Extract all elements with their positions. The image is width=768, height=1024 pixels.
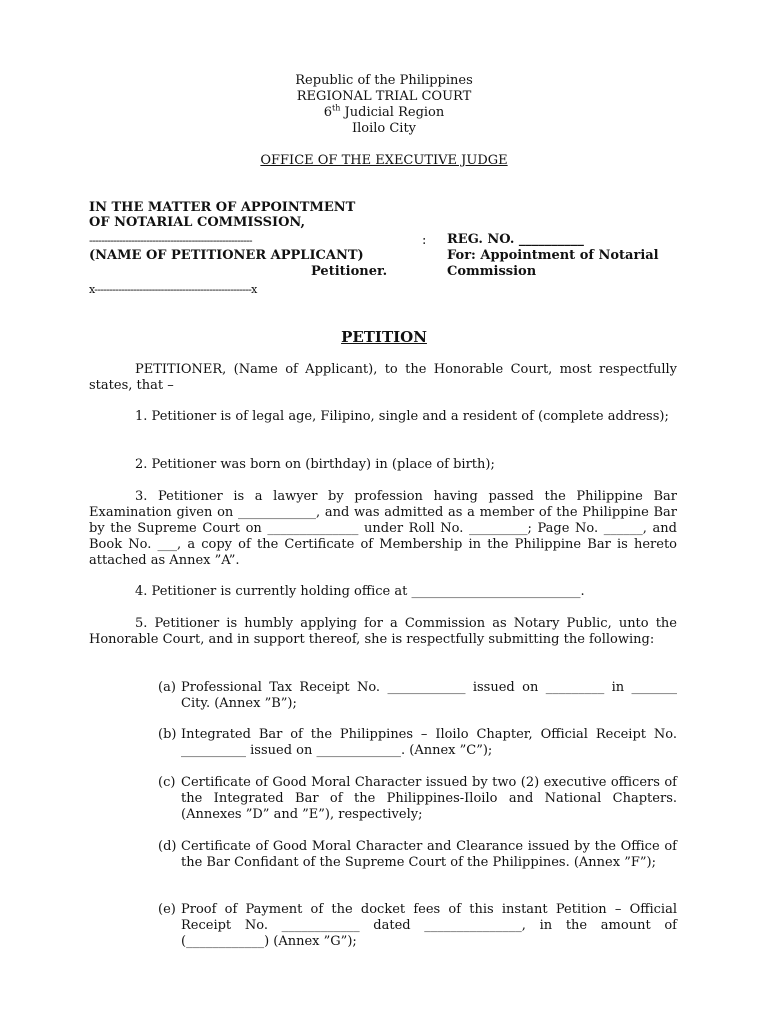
header-city: Iloilo City [351,121,417,136]
list-item-label: (c) [158,775,176,790]
header-court: REGIONAL TRIAL COURT [296,89,472,104]
list-item-text: Proof of Payment of the docket fees of this instant Petition – Official Receipt No. ____________ dated _______________, in the amount of (____________) (Annex ”G”); [181,902,677,949]
paragraph-intro: PETITIONER, (Name of Applicant), to the Honorable Court, most respectfully states, that – [89,362,677,393]
list-item-text: Professional Tax Receipt No. ____________ issued on _________ in _______ City. (Annex ”B”); [181,680,677,711]
caption-dashes: ------------------------------------------------------ [89,234,252,247]
list-item-c [158,775,677,823]
list-item-text: Certificate of Good Moral Character issued by two (2) executive officers of the Integrated Bar of the Philippines-Iloilo and National Chapters. (Annexes ”D” and ”E”), respectively; [181,775,677,822]
caption-reg-no: REG. NO. __________ [447,232,584,247]
caption-matter-line1: IN THE MATTER OF APPOINTMENT [89,200,356,215]
list-item-e [158,902,677,950]
paragraph-2: 2. Petitioner was born on (birthday) in (place of birth); [135,457,495,472]
paragraph-3: 3. Petitioner is a lawyer by profession having passed the Philippine Bar Examination given on ____________, and was admitted as a member of the Philippine Bar by the Supreme Court on ______________ under Roll No. _________; Page No. ______, and Book No. ___, a copy of the Certificate of Membership in the Philippine Bar is hereto attached as Annex ”A”. [89,489,677,568]
list-item-label: (e) [158,902,176,917]
list-item-label: (b) [158,727,177,742]
caption-matter-line2: OF NOTARIAL COMMISSION, [89,215,305,230]
caption-for-line1: For: Appointment of Notarial [447,248,659,263]
paragraph-5: 5. Petitioner is humbly applying for a Commission as Notary Public, unto the Honorable Court, and in support thereof, she is respectfully submitting the following: [89,616,677,647]
list-item-text: Integrated Bar of the Philippines – Iloilo Chapter, Official Receipt No. __________ issued on _____________. (Annex ”C”); [181,727,677,758]
caption-colon: : [422,233,427,248]
list-item-a [158,680,677,712]
list-item-d [158,839,677,871]
list-item-label: (a) [158,680,176,695]
caption-petitioner-label: Petitioner. [311,264,388,279]
region-number: 6 [323,105,333,120]
region-ordinal: th [332,103,341,113]
list-item-text: Certificate of Good Moral Character and Clearance issued by the Office of the Bar Confidant of the Supreme Court of the Philippines. (Annex ”F”); [181,839,677,870]
list-item-b [158,727,677,759]
document-title: PETITION [341,328,427,346]
region-text: Judicial Region [340,105,445,120]
header-region [0,105,768,121]
caption-for-line2: Commission [447,264,537,279]
header-office: OFFICE OF THE EXECUTIVE JUDGE [260,153,508,168]
list-item-label: (d) [158,839,177,854]
caption-x-line: x----------------------------------------------------x [89,283,257,296]
header-republic: Republic of the Philippines [295,73,473,88]
paragraph-1: 1. Petitioner is of legal age, Filipino, single and a resident of (complete address); [135,409,669,424]
caption-petitioner-name: (NAME OF PETITIONER APPLICANT) [89,248,364,263]
paragraph-4: 4. Petitioner is currently holding office at __________________________. [135,584,585,599]
